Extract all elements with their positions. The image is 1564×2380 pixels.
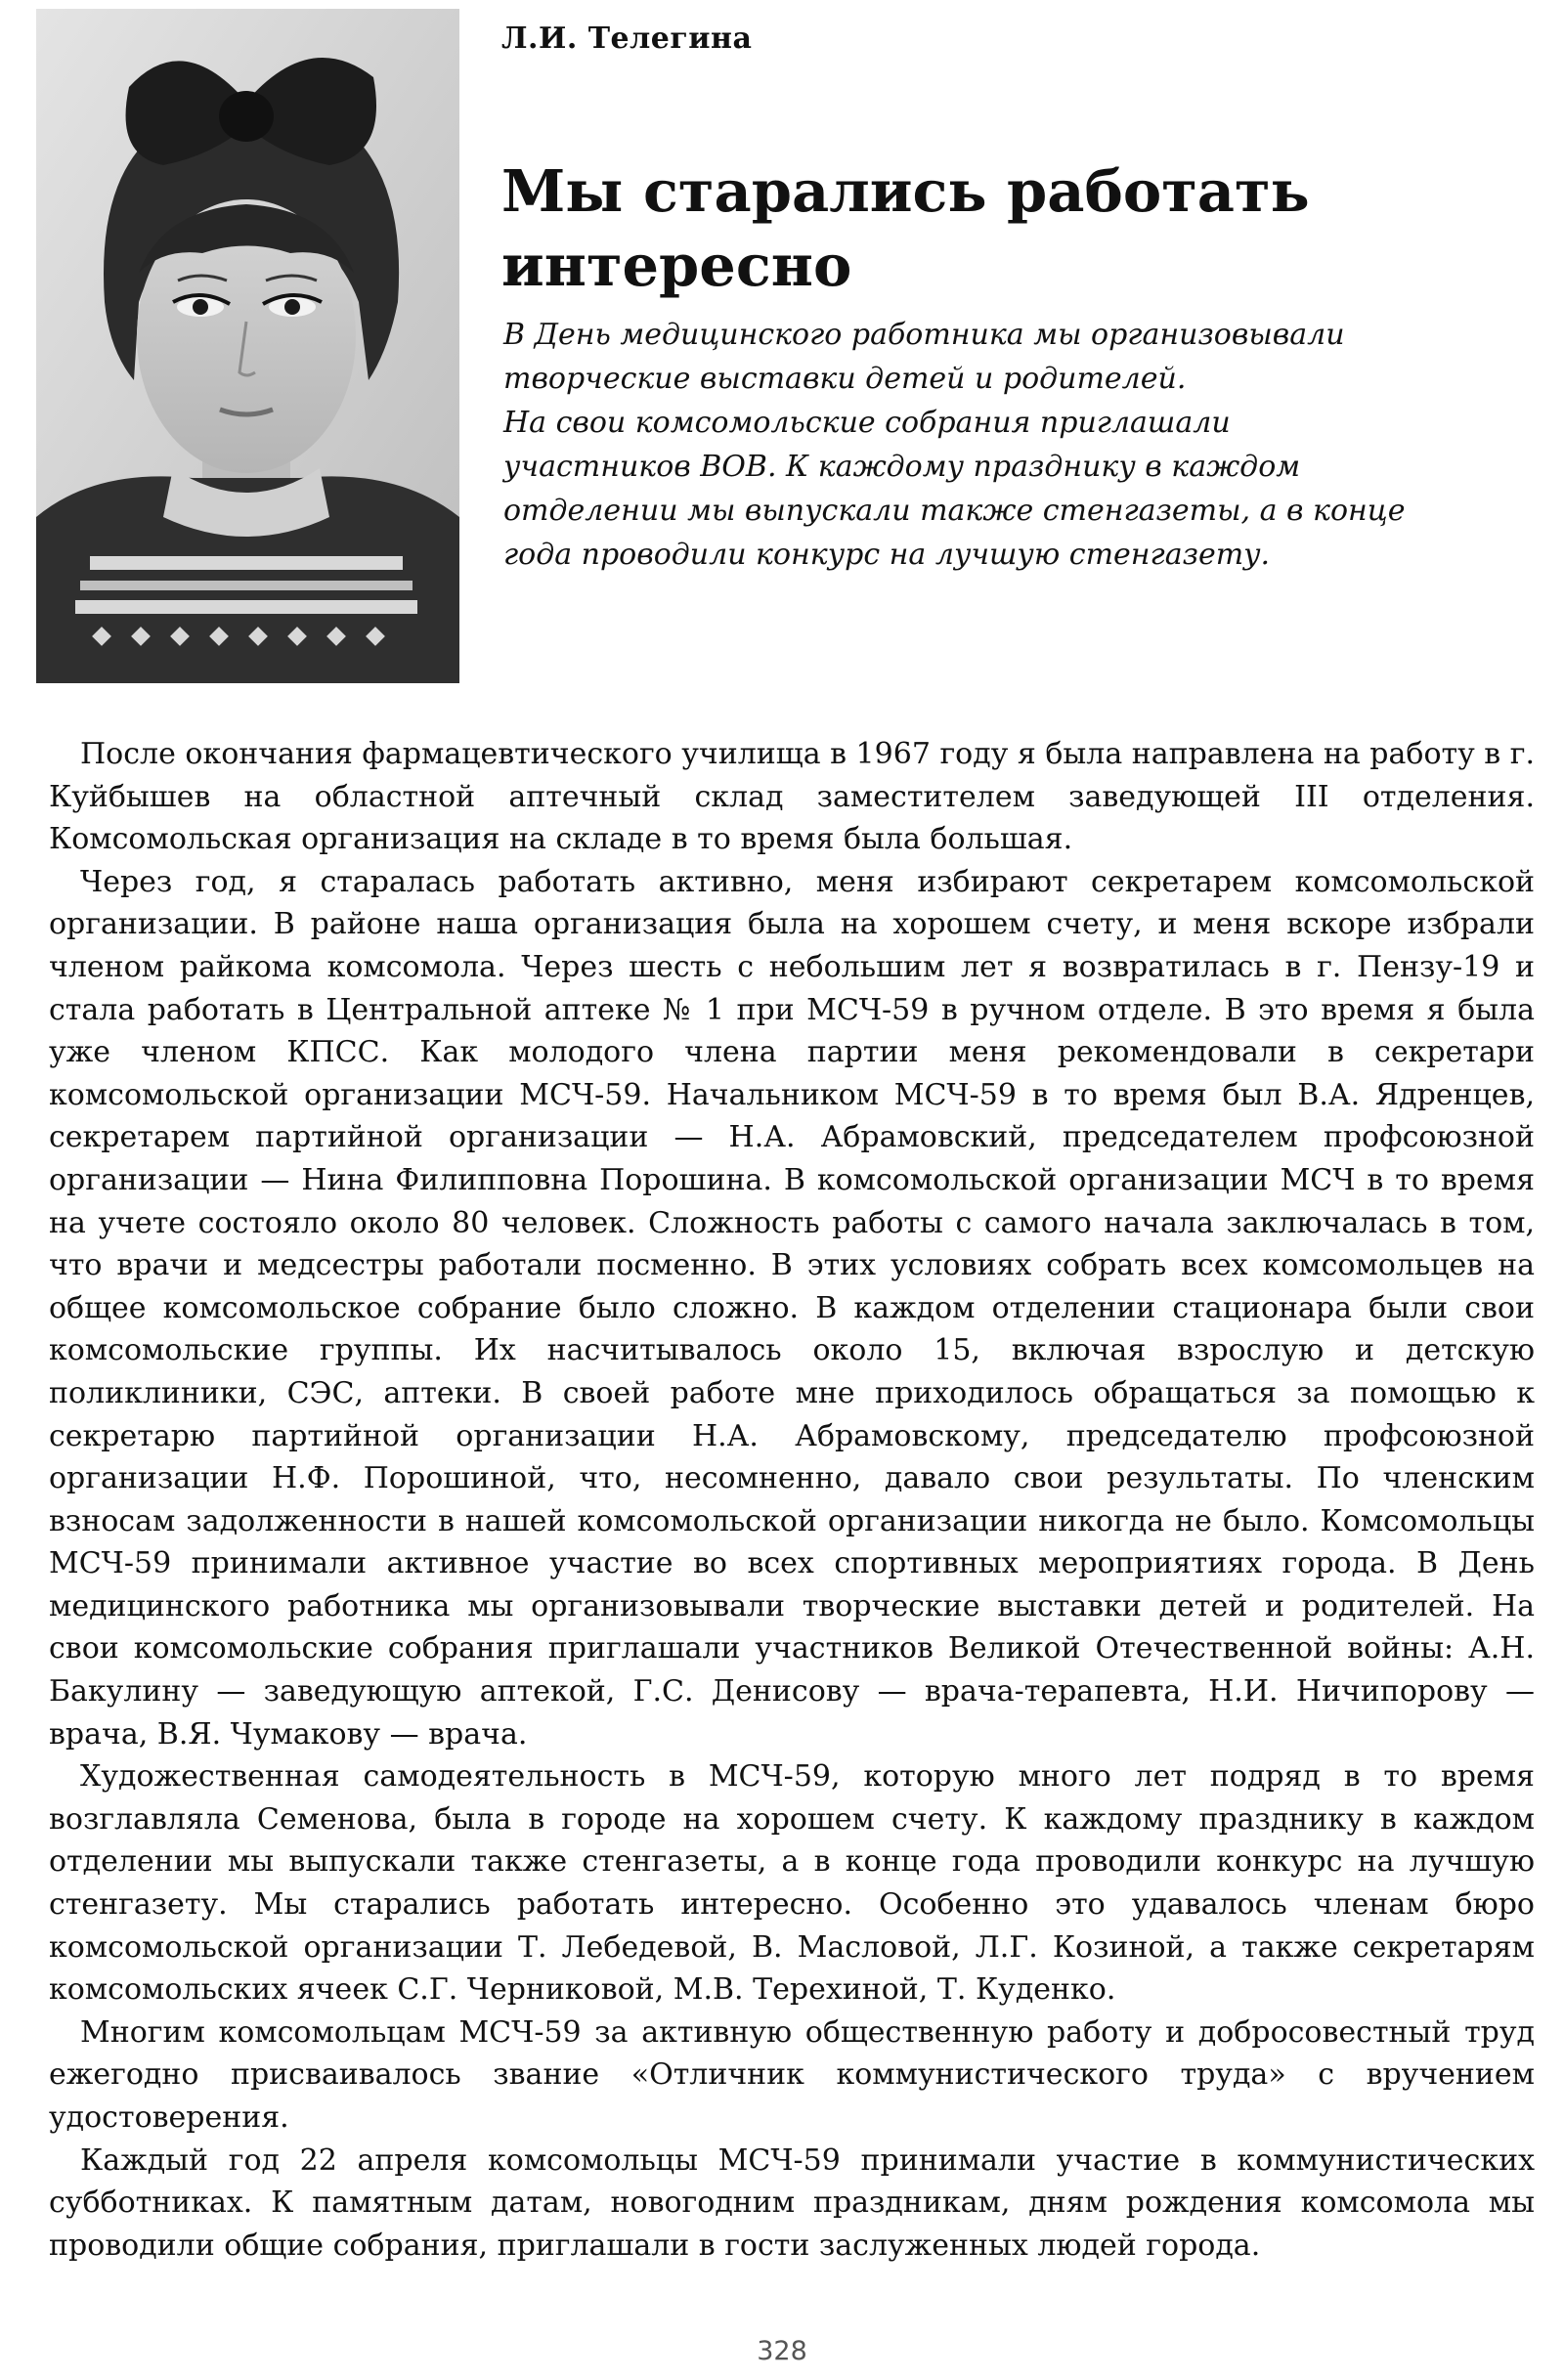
body-paragraph: Каждый год 22 апреля комсомольцы МСЧ-59 принимали участие в коммунистических субботниках. К памятным датам, новогодним праздникам, дням рождения комсомола мы проводили общие собрания, приглашали в гости заслуженных людей города. — [49, 2142, 1535, 2263]
epigraph-line: В День медицинского работника мы организовывали — [503, 318, 1345, 352]
epigraph-line: творческие выставки детей и родителей. — [503, 362, 1187, 396]
author-name: Л.И. Телегина — [501, 22, 753, 56]
body-paragraph: Многим комсомольцам МСЧ-59 за активную общественную работу и добросовестный труд ежегодно присваивалось звание «Отличник коммунистического труда» с вручением удостоверения. — [49, 2014, 1535, 2135]
article-body — [49, 733, 1535, 2267]
article-title: Мы старались работать интересно — [501, 156, 1310, 299]
body-paragraph: Художественная самодеятельность в МСЧ-59, которую много лет подряд в то время возглавляла Семенова, была в городе на хорошем счету. К каждому празднику в каждом отделении мы выпускали также стенгазеты, а в конце года проводили конкурс на лучшую стенгазету. Мы старались работать интересно. Особенно это удавалось членам бюро комсомольской организации Т. Лебедевой, В. Масловой, Л.Г. Козиной, а также секретарям комсомольских ячеек С.Г. Черниковой, М.В. Терехиной, Т. Куденко. — [49, 1759, 1535, 2008]
body-paragraph: После окончания фармацевтического училища в 1967 году я была направлена на работу в г. Куйбышев на областной аптечный склад заместителем заведующей III отделения. Комсомольская организация на складе в то время была большая. — [49, 737, 1535, 857]
page-number: 328 — [757, 2336, 807, 2366]
epigraph-line: На свои комсомольские собрания приглашали — [503, 406, 1231, 440]
article-epigraph — [503, 313, 1540, 577]
epigraph-line: года проводили конкурс на лучшую стенгазету. — [503, 538, 1271, 572]
epigraph-line: отделении мы выпускали также стенгазеты, а в конце — [503, 494, 1406, 528]
author-portrait-photo — [36, 9, 459, 683]
body-paragraph: Через год, я старалась работать активно, меня избирают секретарем комсомольской организации. В районе наша организация была на хорошем счету, и меня вскоре избрали членом райкома комсомола. Через шесть с небольшим лет я возвратилась в г. Пензу-19 и стала работать в Центральной аптеке № 1 при МСЧ-59 в ручном отделе. В это время я была уже членом КПСС. Как молодого члена партии меня рекомендовали в секретари комсомольской организации МСЧ-59. Начальником МСЧ-59 в то время был В.А. Ядренцев, секретарем партийной организации — Н.А. Абрамовский, председателем профсоюзной организации — Нина Филипповна Порошина. В комсомольской организации МСЧ в то время на учете состояло около 80 человек. Сложность работы с самого начала заключалась в том, что врачи и медсестры работали посменно. В этих условиях собрать всех комсомольцев на общее комсомольское собрание было сложно. В каждом отделении стационара были свои комсомольские группы. Их насчитывалось около 15, включая взрослую и детскую поликлиники, СЭС, аптеки. В своей работе мне приходилось обращаться за помощью к секретарю партийной организации Н.А. Абрамовскому, председателю профсоюзной организации Н.Ф. Порошиной, что, несомненно, давало свои результаты. По членским взносам задолженности в нашей комсомольской организации никогда не было. Комсомольцы МСЧ-59 принимали активное участие во всех спортивных мероприятиях города. В День медицинского работника мы организовывали творческие выставки детей и родителей. На свои комсомольские собрания приглашали участников Великой Отечественной войны: А.Н. Бакулину — заведующую аптекой, Г.С. Денисову — врача-терапевта, Н.И. Ничипорову — врача, В.Я. Чумакову — врача. — [49, 864, 1535, 1752]
portrait-illustration — [36, 9, 459, 683]
epigraph-line: участников ВОВ. К каждому празднику в каждом — [503, 450, 1301, 484]
